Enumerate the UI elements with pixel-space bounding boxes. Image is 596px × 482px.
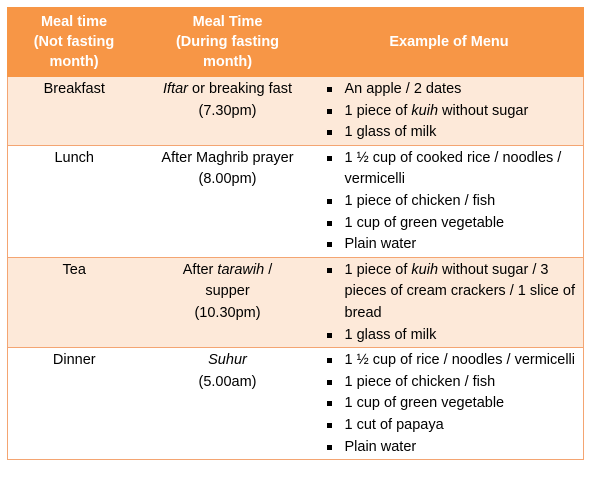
text-segment: 1 glass of milk [344, 124, 437, 141]
list-item [315, 234, 584, 256]
text-segment: without sugar [438, 102, 529, 119]
menu-cell [315, 77, 584, 146]
menu-cell [315, 348, 584, 460]
text-segment: supper [205, 283, 250, 300]
meal-plan-table [7, 7, 584, 460]
text-segment: kuih [411, 102, 439, 119]
text-segment: 1 piece of [344, 102, 412, 119]
menu-cell [315, 257, 584, 347]
square-bullet-icon [327, 445, 332, 450]
square-bullet-icon [327, 401, 332, 406]
table-header-row [8, 8, 584, 77]
text-segment: kuih [411, 261, 439, 278]
meal-name-cell: Lunch [8, 145, 141, 257]
text-segment: 1 piece of [344, 261, 412, 278]
square-bullet-icon [327, 109, 332, 114]
header-line: Meal Time [192, 14, 263, 30]
header-line: (Not fasting [33, 34, 115, 50]
meal-name-cell: Breakfast [8, 77, 141, 146]
table-row [8, 257, 584, 347]
list-item [315, 393, 584, 415]
table-row [8, 77, 584, 146]
square-bullet-icon [327, 358, 332, 363]
time-line [141, 101, 315, 123]
list-item [315, 372, 584, 394]
time-line [141, 303, 315, 325]
list-item [315, 325, 584, 347]
table-body [8, 77, 584, 460]
list-item [315, 148, 584, 191]
header-meal-time-not-fasting [8, 8, 141, 77]
meal-name-cell: Tea [8, 257, 141, 347]
text-segment: or breaking fast [188, 81, 292, 97]
text-segment: without sugar / 3 pieces of cream crackers / 1 slice of bread [344, 261, 575, 321]
text-segment: 1 cup of green vegetable [344, 395, 505, 412]
table-row [8, 145, 584, 257]
time-line [141, 350, 315, 372]
square-bullet-icon [327, 423, 332, 428]
text-segment: Plain water [344, 236, 417, 253]
square-bullet-icon [327, 380, 332, 385]
time-line [141, 281, 315, 303]
list-item [315, 415, 584, 437]
fasting-time-cell [141, 257, 315, 347]
text-segment: (10.30pm) [194, 304, 261, 321]
menu-list [315, 79, 584, 144]
text-segment: 1 piece of chicken / fish [344, 192, 496, 209]
square-bullet-icon [327, 221, 332, 226]
text-segment: / [264, 261, 273, 278]
header-meal-time-fasting [141, 8, 315, 77]
list-item [315, 101, 584, 123]
square-bullet-icon [327, 268, 332, 273]
text-segment: After Maghrib prayer [161, 149, 294, 166]
square-bullet-icon [327, 156, 332, 161]
header-line: month) [49, 54, 99, 70]
time-line [141, 79, 315, 101]
text-segment: 1 ½ cup of rice / noodles / vermicelli [344, 352, 575, 369]
list-item [315, 350, 584, 372]
text-segment: (8.00pm) [198, 171, 257, 188]
text-segment: (5.00am) [198, 373, 257, 390]
menu-list [315, 350, 584, 458]
list-item [315, 213, 584, 235]
time-line [141, 372, 315, 394]
menu-cell [315, 145, 584, 257]
text-segment: (7.30pm) [198, 102, 257, 119]
text-segment: 1 cup of green vegetable [344, 214, 505, 231]
header-line: (During fasting [175, 34, 280, 50]
square-bullet-icon [327, 130, 332, 135]
text-segment: Suhur [208, 352, 247, 369]
square-bullet-icon [327, 87, 332, 92]
header-line: Meal time [40, 14, 108, 30]
text-segment: tarawih [217, 261, 265, 278]
table-row [8, 348, 584, 460]
square-bullet-icon [327, 199, 332, 204]
square-bullet-icon [327, 333, 332, 338]
text-segment: 1 cut of papaya [344, 416, 444, 433]
list-item [315, 79, 584, 101]
fasting-time-cell [141, 145, 315, 257]
text-segment: After [182, 261, 218, 278]
text-segment: An apple / 2 dates [344, 81, 462, 97]
menu-list [315, 148, 584, 256]
text-segment: Iftar [163, 81, 188, 97]
menu-list [315, 260, 584, 346]
list-item [315, 191, 584, 213]
list-item [315, 437, 584, 459]
time-line [141, 260, 315, 282]
text-segment: 1 ½ cup of cooked rice / noodles / vermicelli [344, 149, 562, 188]
header-example-of-menu: Example of Menu [315, 8, 584, 77]
time-line [141, 169, 315, 191]
text-segment: 1 piece of chicken / fish [344, 373, 496, 390]
text-segment: Plain water [344, 438, 417, 455]
header-line: month) [202, 54, 253, 70]
square-bullet-icon [327, 242, 332, 247]
fasting-time-cell [141, 348, 315, 460]
list-item [315, 260, 584, 325]
fasting-time-cell [141, 77, 315, 146]
list-item [315, 122, 584, 144]
text-segment: 1 glass of milk [344, 326, 437, 343]
meal-name-cell: Dinner [8, 348, 141, 460]
time-line [141, 148, 315, 170]
